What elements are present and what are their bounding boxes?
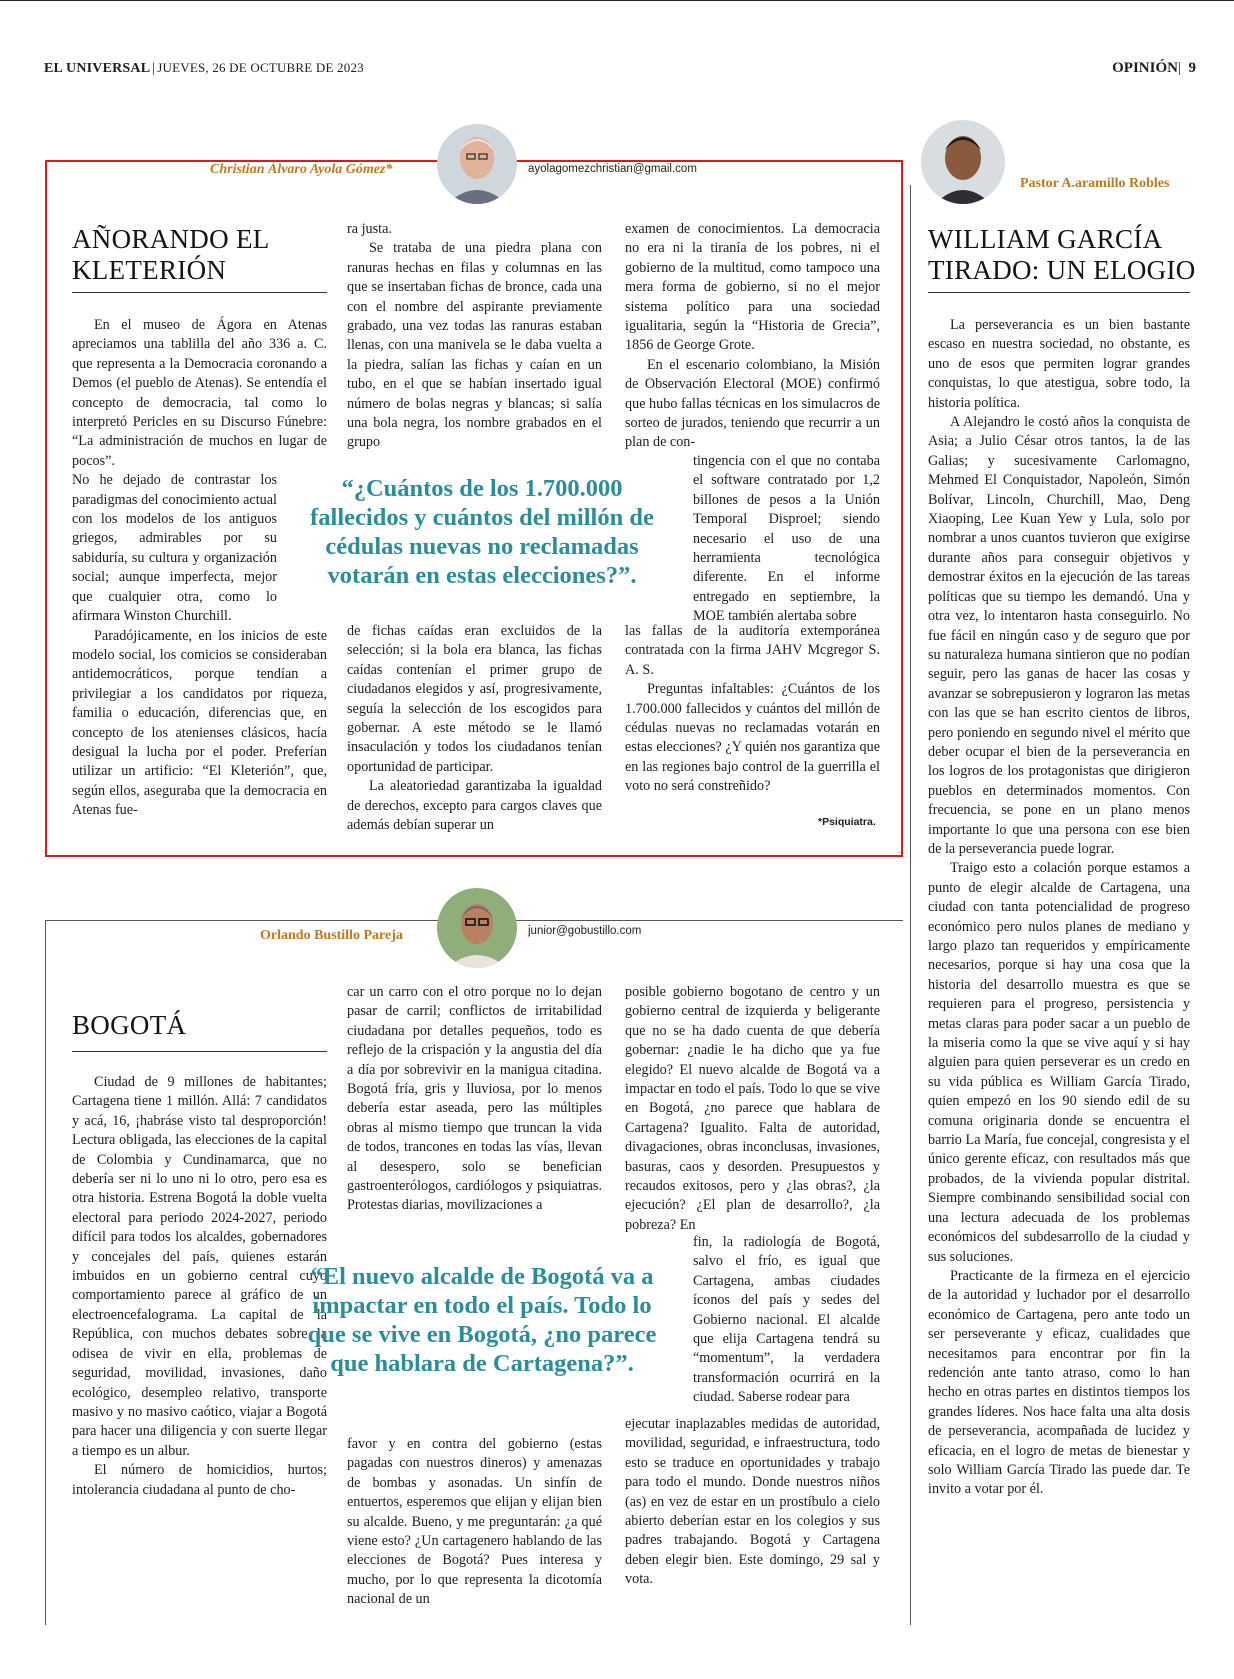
paragraph: fin, la radiología de Bogotá, salvo el frío, es igual que Cartagena, ambas ciudades íconos del país y sedes del Gobierno nacional. El alcalde que elija Cartagena tendrá su “momentum”, la verdadera transformación ocurrirá en la ciudad. Saberse rodear para bbox=[693, 1234, 880, 1406]
issue-date: JUEVES, 26 DE OCTUBRE DE 2023 bbox=[157, 60, 364, 75]
paragraph: La perseverancia es un bien bastante escaso en nuestra sociedad, no obstante, es uno de esos que permiten lograr grandes conquistas, lo que atestigua, sobre todo, la historia política. bbox=[928, 317, 1190, 411]
author-photo-ayola bbox=[437, 124, 517, 204]
paragraph: Traigo esto a colación porque estamos a punto de elegir alcalde de Cartagena, una ciudad con tanta potencialidad de progreso económico pero nulos planes de mediano y largo plazo tan requeridos y empíricamente necesarios, porque si hay una cosa que la historia del desarrollo muestra es que se requieren para el progreso, persistencia y metas claras para poder sacar a un pueblo de la miseria como la que se vive aquí y si hay alguien para quien perseverar es un credo en su vida pública es William García Tirado, quien empezó en los 90 siendo edil de su comuna originaria donde se encuentra el barrio La María, fue concejal, congresista y el único gerente eficaz, con resultados más que probados, de la vivienda popular distrital. Siempre combinando sensibilidad social con una lectura adecuada de los problemas económicos del subdesarrollo de la ciudad y sus soluciones. bbox=[928, 860, 1190, 1265]
paragraph: posible gobierno bogotano de centro y un gobierno central de izquierda y beligerante que no se ha dado cuenta de que debería gobernar: ¿nadie le ha dicho que ya fue elegido? El nuevo alcalde de Bogotá va a impactar en todo el país. Todo lo que se vive en Bogotá, ¿no parece que hablara de Cartagena? Igualito. Falta de autoridad, divagaciones, obras inconclusas, invasiones, basuras, caos y desorden. Presupuestos y recaudos exitosos, pero y ¿las obras?, ¿la ejecución? ¿El plan de desarrollo?, ¿la pobreza? En bbox=[625, 984, 880, 1233]
paragraph: Practicante de la firmeza en el ejercicio de la autoridad y luchador por el desarrollo económico de Cartagena, pero ante todo un ser perseverante y eficaz, cualidades que necesitamos para encontrar por fin la redención ante tanto atraso, como lo han hecho en otras partes en distintos tiempos los grandes líderes. Nos hace falta una alta dosis de perseverancia, acompañada de lucidez y eficacia, en el logro de metas de bienestar y solo William García Tirado las puede dar. Te invito a votar por él. bbox=[928, 1267, 1190, 1498]
article2-col3-mid bbox=[693, 1233, 880, 1408]
article3-body bbox=[928, 316, 1190, 1500]
article2-col3-bottom bbox=[625, 1415, 880, 1590]
article1-email: ayolagomezchristian@gmail.com bbox=[528, 163, 697, 175]
article2-author: Orlando Bustillo Pareja bbox=[260, 928, 403, 943]
portrait-icon bbox=[921, 120, 1005, 204]
paragraph: examen de conocimientos. La democracia no era ni la tiranía de los pobres, ni el gobierno de la multitud, como tampoco una mera forma de gobierno, si no el mejor sistema político para una sociedad igualitaria, según la “Historia de Grecia”, 1856 de George Grote. bbox=[625, 221, 880, 354]
paragraph: En el museo de Ágora en Atenas apreciamos una tablilla del año 336 a. C. que representa a la Democracia coronando a Demos (el pueblo de Atenas). Se entendía el concepto de democracia, tal como lo interpretó Pericles en su Discurso Fúnebre: “La administración de muchos en lugar de pocos”. bbox=[72, 317, 327, 469]
paragraph: Preguntas infaltables: ¿Cuántos de los 1.700.000 fallecidos y cuántos del millón de cédulas nuevas no reclamadas votarán en estas elecciones? ¿Y quién nos garantiza que en las regiones bajo control de la guerrilla el voto no será constreñido? bbox=[625, 681, 880, 795]
portrait-icon bbox=[437, 888, 517, 968]
article1-col2-bottom bbox=[347, 622, 602, 835]
paragraph: Se trataba de una piedra plana con ranuras hechas en filas y columnas en las que se insertaban fichas de bronce, cada una con el nombre del aspirante previamente grabado, una vez todas las ranuras estaban llenas, con una manivela se le daba vuelta a la piedra, salían las fichas y caían en un tubo, en el que se habían insertado igual número de bolas negras y blancas; si salía una bola negra, los nombre grabados en el grupo bbox=[347, 240, 602, 451]
article2-col2-top bbox=[347, 983, 602, 1216]
column-divider bbox=[910, 185, 911, 1625]
page-number: 9 bbox=[1188, 60, 1196, 76]
article1-title: AÑORANDO EL KLETERIÓN bbox=[72, 224, 269, 285]
paragraph: favor y en contra del gobierno (estas pagadas con nuestros dineros) y amenazas de bombas y asonadas. Un sinfín de entuertos, esperemos que elijan y elijan bien su alcalde. Bueno, y me preguntarán: ¿a qué viene esto? ¿Un cartagenero hablando de las elecciones de Bogotá? Pues interesa y mucho, por lo que representa la dicotomía nacional de un bbox=[347, 1436, 602, 1608]
article1-pull-quote: “¿Cuántos de los 1.700.000 fallecidos y cuántos del millón de cédulas nuevas no reclamadas votarán en estas elecciones?”. bbox=[310, 475, 654, 589]
portrait-icon bbox=[437, 124, 517, 204]
article2-email: junior@gobustillo.com bbox=[528, 925, 642, 937]
author-photo-jaramillo bbox=[921, 120, 1005, 204]
article2-title: BOGOTÁ bbox=[72, 1010, 187, 1040]
article2-pull-quote: “El nuevo alcalde de Bogotá va a impactar en todo el país. Todo lo que se vive en Bogotá, ¿no parece que hablara de Cartagena?”. bbox=[307, 1263, 657, 1377]
paragraph: tingencia con el que no contaba el software contratado por 1,2 billones de pesos a la Unión Temporal Disproel; siendo necesario el uso de una herramienta tecnológica diferente. En el informe entregado en septiembre, la MOE también alertaba sobre bbox=[693, 453, 880, 625]
paragraph: No he dejado de contrastar los paradigmas del conocimiento actual con los modelos de los antiguos griegos, admirables por su sabiduría, su cultura y organización social; aunque imperfecta, mejor que cualquier otra, como lo afirmara Winston Churchill. bbox=[72, 472, 277, 625]
paragraph: El número de homicidios, hurtos; intolerancia ciudadana al punto de cho- bbox=[72, 1462, 327, 1498]
paragraph: En el escenario colombiano, la Misión de Observación Electoral (MOE) confirmó que hubo fallas técnicas en los simulacros de sorteo de jurados, teniendo que recurrir a un plan de con- bbox=[625, 356, 880, 451]
article2-col1 bbox=[72, 1073, 327, 1500]
article1-title-rule bbox=[72, 292, 327, 293]
paragraph: las fallas de la auditoría extemporánea contratada con la firma JAHV Mcgregor S. A. S. bbox=[625, 623, 880, 678]
author-photo-bustillo bbox=[437, 888, 517, 968]
article2-title-rule bbox=[72, 1051, 327, 1052]
article2-frame-left bbox=[45, 920, 46, 1625]
article1-col3-top bbox=[625, 220, 880, 453]
article1-col3-bottom bbox=[625, 622, 880, 797]
paragraph: ra justa. bbox=[347, 221, 392, 237]
article1-footnote: *Psiquiatra. bbox=[818, 816, 876, 828]
masthead: EL UNIVERSAL | JUEVES, 26 DE OCTUBRE DE 2023 bbox=[44, 60, 364, 76]
article3-author: Pastor A.aramillo Robles bbox=[1020, 176, 1170, 191]
paragraph: Paradójicamente, en los inicios de este modelo social, los comicios se consideraban antidemocráticos, porque tendían a privilegiar a los candidatos por riqueza, familia o educación, diferencias que, en concepto de los atenienses clásicos, hacía desigual la lucha por el poder. Preferían utilizar un artificio: “El Kleterión”, que, según ellos, aseguraba que la democracia en Atenas fue- bbox=[72, 627, 327, 819]
article1-col2-top bbox=[347, 220, 602, 453]
article1-author: Christian Álvaro Ayola Gómez* bbox=[210, 162, 393, 177]
paragraph: ejecutar inaplazables medidas de autoridad, movilidad, seguridad, e infraestructura, todo esto se traduce en oportunidades y trabajo para todo el mundo. Donde nuestros niños (as) en vez de estar en un prostíbulo a cielo abierto deberían estar en los colegios y sus padres trabajando. Bogotá y Cartagena deben elegir bien. Este domingo, 29 sal y vota. bbox=[625, 1416, 880, 1588]
article3-title-rule bbox=[928, 292, 1190, 293]
article3-title: WILLIAM GARCÍA TIRADO: UN ELOGIO bbox=[928, 224, 1196, 285]
page-section: OPINIÓN| 9 bbox=[1112, 60, 1196, 76]
section-name: OPINIÓN bbox=[1112, 60, 1178, 76]
paragraph: car un carro con el otro porque no lo dejan pasar de carril; conflictos de irritabilidad ciudadana por detalles pequeños, todo es reflejo de la crispación y la angustia del día a día por sobrevivir en la manigua citadina. Bogotá fría, gris y lluviosa, por lo menos debería estar aseada, pero las múltiples obras al mismo tiempo que truncan la vida de todos, trancones en todas las vías, llevan al desespero, solo se benefician gastroenterólogos, cardiólogos y psiquiatras. Protestas diarias, movilizaciones a bbox=[347, 984, 602, 1214]
newspaper-name: EL UNIVERSAL bbox=[44, 61, 151, 76]
paragraph: Ciudad de 9 millones de habitantes; Cartagena tiene 1 millón. Allá: 7 candidatos y acá, 16, ¡habráse visto tal desproporción! Lectura obligada, las elecciones de la capital de Colombia y Cundinamarca, que no debería ser ni lo uno ni lo otro, pero esa es otra historia. Estrena Bogotá la doble vuelta electoral para periodo 2024-2027, periodo difícil para todos los alcaldes, gobernadores y concejales del país, quienes estarán imbuidos en un gobierno central cuyo comportamiento parece al gráfico de un electroencefalograma. La capital de la República, con muchos debates sobre la odisea de vivir en ella, problemas de seguridad, movilidad, invasiones, daño ecológico, desempleo relativo, transporte masivo y no masivo caótico, viajar a Bogotá para hacer una diligencia y con suerte llegar a tiempo es un albur. bbox=[72, 1074, 327, 1459]
paragraph: A Alejandro le costó años la conquista de Asia; a Julio César otros tantos, la de las Galias; y sucesivamente Carlomagno, Mehmed El Conquistador, Napoleón, Simón Bolívar, Lincoln, Churchill, Mao, Deng Xiaoping, Lee Kuan Yew y Lula, solo por nombrar a unos cuantos tuvieron que exigirse durante años para conseguir objetivos y demostrar éxitos en la ejecución de las tareas políticas que su tiempo les demandó. Una y otra vez, lo intentaron hasta conseguirlo. No fue fácil en ningún caso y de seguro que por su naturaleza humana sintieron que no podían seguir, pero las ganas de hacer las cosas y avanzar se sobrepusieron y lograron las metas con las que se han escrito cientos de libros, pero poniendo en segundo nivel el mérito que deber ocupar el bien de la perseverancia en los logros de los protagonistas que dirigieron pueblos en determinados momentos. Con frecuencia, se pone en un plano menos importante lo que una persona con ese bien de la perseverancia puede lograr. bbox=[928, 414, 1190, 857]
article2-col3-top bbox=[625, 983, 880, 1235]
article1-col1 bbox=[72, 316, 327, 821]
paragraph: de fichas caídas eran excluidos de la selección; si la bola era blanca, las fichas caídas contenían el primer grupo de ciudadanos elegidos y así, progresivamente, seguía la selección de los escogidos para gobernar. A este método se le llamó insaculación y todos los ciudadanos tenían oportunidad de participar. bbox=[347, 623, 602, 775]
article1-col3-mid bbox=[693, 452, 880, 627]
article2-col2-bottom bbox=[347, 1435, 602, 1610]
header-rule bbox=[0, 0, 1234, 1]
paragraph: La aleatoriedad garantizaba la igualdad de derechos, excepto para cargos claves que además debían superar un bbox=[347, 778, 602, 834]
